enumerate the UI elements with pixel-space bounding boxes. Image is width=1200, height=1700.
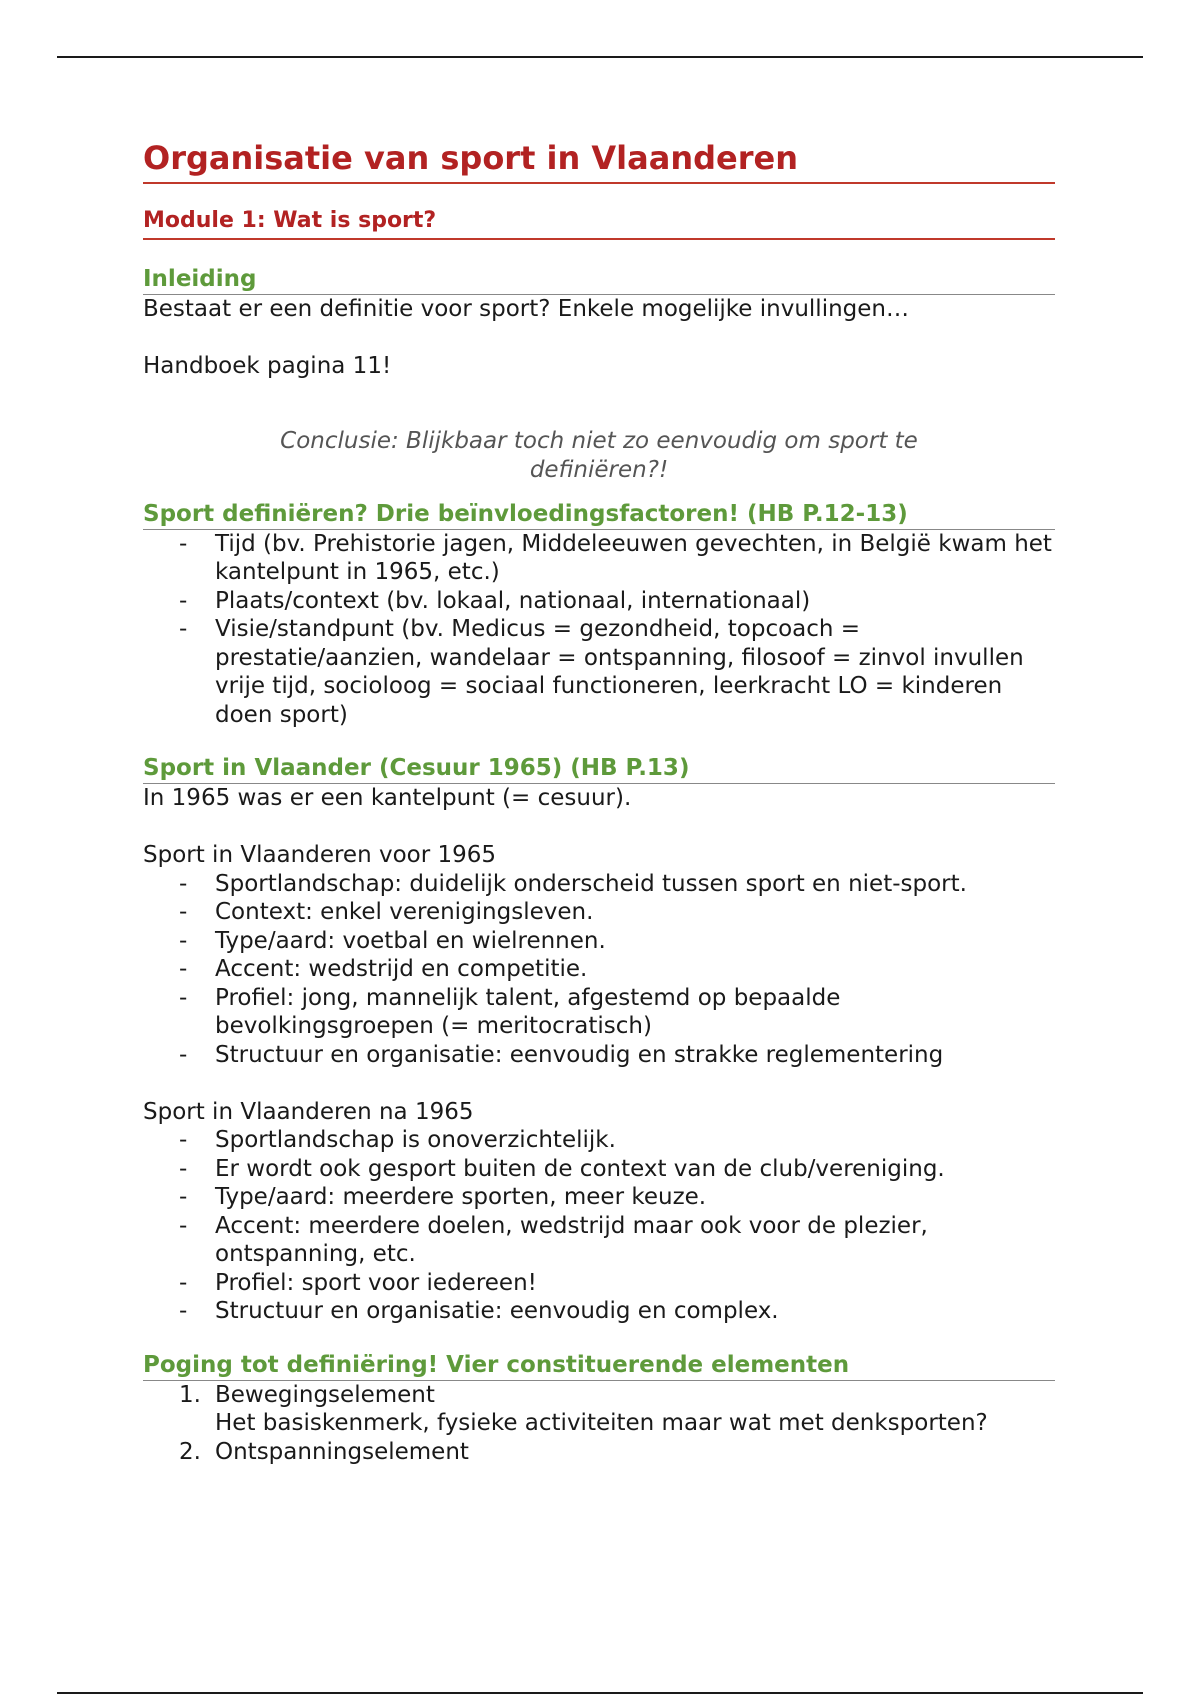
list-item: - Structuur en organisatie: eenvoudig en strakke reglementering — [215, 1041, 1055, 1070]
element-label: Bewegingselement — [215, 1381, 435, 1408]
voor-1965-heading: Sport in Vlaanderen voor 1965 — [143, 842, 497, 868]
list-item: - Sportlandschap: duidelijk onderscheid tussen sport en niet-sport. — [215, 870, 1055, 899]
handboek-reference: Handboek pagina 11! — [143, 353, 392, 379]
list-item: - Tijd (bv. Prehistorie jagen, Middeleeuwen gevechten, in België kwam het kantelpunt in 1965, etc.) — [215, 530, 1055, 587]
list-item: - Plaats/context (bv. lokaal, nationaal, internationaal) — [215, 587, 1055, 616]
list-item: - Er wordt ook gesport buiten de context van de club/vereniging. — [215, 1155, 1055, 1184]
voor-1965-list — [143, 870, 1055, 1070]
spacer — [143, 813, 1055, 842]
list-item — [179, 1438, 1055, 1467]
list-item: - Sportlandschap is onoverzichtelijk. — [215, 1126, 1055, 1155]
element-label: Ontspanningselement — [215, 1438, 469, 1465]
document-body — [143, 136, 1055, 1466]
list-number: 2. — [179, 1438, 201, 1465]
cesuur-intro: In 1965 was er een kantelpunt (= cesuur). — [143, 785, 632, 811]
list-item: - Accent: wedstrijd en competitie. — [215, 955, 1055, 984]
list-item: - Profiel: jong, mannelijk talent, afgestemd op bepaalde bevolkingsgroepen (= meritocratisch) — [215, 984, 1055, 1041]
page-bottom-rule — [57, 1692, 1143, 1694]
section-heading-factoren: Sport definiëren? Drie beïnvloedingsfactoren! (HB P.12-13) — [143, 499, 1055, 530]
list-item: - Accent: meerdere doelen, wedstrijd maar ook voor de plezier, ontspanning, etc. — [215, 1212, 1055, 1269]
elementen-list — [143, 1381, 1055, 1467]
list-item: - Type/aard: voetbal en wielrennen. — [215, 927, 1055, 956]
list-item: - Context: enkel verenigingsleven. — [215, 898, 1055, 927]
section-heading-inleiding: Inleiding — [143, 264, 1055, 295]
na-1965-heading: Sport in Vlaanderen na 1965 — [143, 1098, 474, 1125]
list-item: - Visie/standpunt (bv. Medicus = gezondheid, topcoach = prestatie/aanzien, wandelaar = ontspanning, filosoof = zinvol invullen vrije tijd, socioloog = sociaal functioneren, leerkracht LO = kinderen doen sport) — [215, 615, 1055, 729]
page-top-rule — [57, 56, 1143, 58]
section-heading-elementen: Poging tot definiëring! Vier constituerende elementen — [143, 1350, 1055, 1381]
list-item: - Type/aard: meerdere sporten, meer keuze. — [215, 1183, 1055, 1212]
spacer — [143, 1069, 1055, 1098]
list-number: 1. — [179, 1381, 201, 1408]
list-item: - Structuur en organisatie: eenvoudig en complex. — [215, 1297, 1055, 1326]
element-note: Het basiskenmerk, fysieke activiteiten maar wat met denksporten? — [215, 1410, 988, 1436]
section-heading-cesuur: Sport in Vlaander (Cesuur 1965) (HB P.13) — [143, 753, 1055, 784]
inleiding-text: Bestaat er een definitie voor sport? Enkele mogelijke invullingen… — [143, 296, 909, 322]
spacer — [143, 324, 1055, 353]
module-heading: Module 1: Wat is sport? — [143, 204, 1055, 240]
list-item — [179, 1381, 1055, 1438]
conclusion-text: Conclusie: Blijkbaar toch niet zo eenvoudig om sport te definiëren?! — [280, 427, 918, 483]
na-1965-list — [143, 1126, 1055, 1326]
document-title: Organisatie van sport in Vlaanderen — [143, 136, 1055, 184]
list-item: - Profiel: sport voor iedereen! — [215, 1269, 1055, 1298]
factoren-list — [143, 530, 1055, 730]
